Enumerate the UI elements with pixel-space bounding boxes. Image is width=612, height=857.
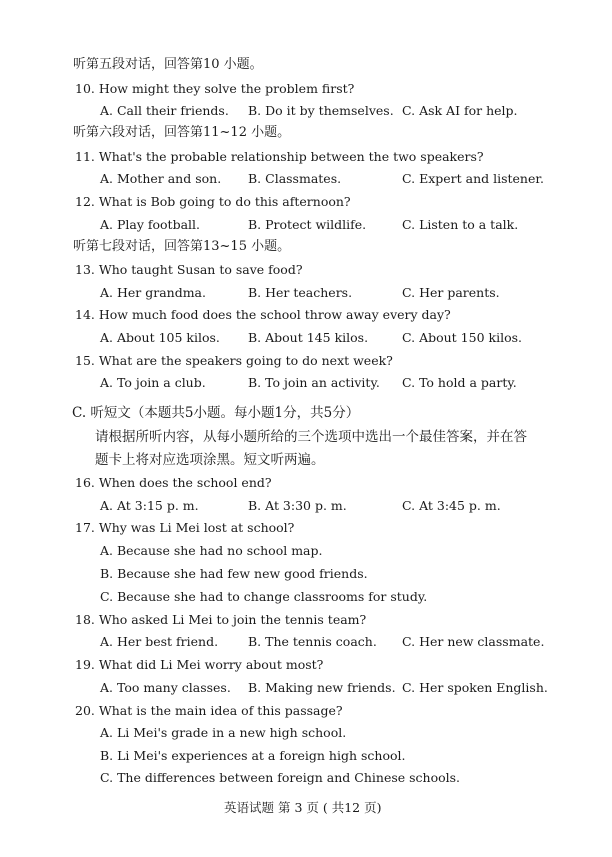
option-18-a: A. Her best friend. — [100, 634, 219, 649]
part-c-instruction-line2: 题卡上将对应选项涂黑。短文听两遍。 — [95, 452, 325, 468]
option-14-b: B. About 145 kilos. — [248, 330, 369, 345]
option-15-c: C. To hold a party. — [402, 375, 517, 390]
option-12-b: B. Protect wildlife. — [248, 217, 367, 232]
question-stem-20: 20. What is the main idea of this passage? — [75, 703, 343, 718]
option-13-b: B. Her teachers. — [248, 285, 353, 300]
question-stem-18: 18. Who asked Li Mei to join the tennis team? — [75, 612, 367, 627]
question-stem-19: 19. What did Li Mei worry about most? — [75, 657, 324, 672]
page-footer: 英语试题 第 3 页 ( 共12 页) — [224, 800, 382, 815]
option-15-a: A. To join a club. — [100, 375, 206, 390]
option-17-a: A. Because she had no school map. — [100, 543, 323, 558]
question-stem-16: 16. When does the school end? — [75, 475, 272, 490]
option-12-a: A. Play football. — [100, 217, 200, 232]
option-11-b: B. Classmates. — [248, 171, 342, 186]
section-heading-part6: 听第六段对话，回答第11~12 小题。 — [73, 125, 291, 140]
section-heading-part5: 听第五段对话，回答第10 小题。 — [73, 57, 263, 72]
option-20-a: A. Li Mei's grade in a new high school. — [100, 725, 347, 740]
question-stem-10: 10. How might they solve the problem first? — [75, 81, 355, 96]
option-10-a: A. Call their friends. — [100, 103, 229, 118]
option-19-a: A. Too many classes. — [100, 680, 231, 695]
part-c-instruction-line1: 请根据所听内容，从每小题所给的三个选项中选出一个最佳答案，并在答 — [95, 429, 527, 445]
option-14-a: A. About 105 kilos. — [100, 330, 220, 345]
option-10-c: C. Ask AI for help. — [402, 103, 518, 118]
option-19-c: C. Her spoken English. — [402, 680, 548, 695]
option-20-c: C. The differences between foreign and Chinese schools. — [100, 770, 461, 785]
option-19-b: B. Making new friends. — [248, 680, 396, 695]
question-stem-14: 14. How much food does the school throw away every day? — [75, 307, 451, 322]
option-15-b: B. To join an activity. — [248, 375, 380, 390]
option-13-a: A. Her grandma. — [100, 285, 206, 300]
question-stem-15: 15. What are the speakers going to do next week? — [75, 353, 393, 368]
option-14-c: C. About 150 kilos. — [402, 330, 522, 345]
question-stem-12: 12. What is Bob going to do this afternoon? — [75, 194, 351, 209]
option-18-c: C. Her new classmate. — [402, 634, 545, 649]
option-17-c: C. Because she had to change classrooms for study. — [100, 589, 428, 604]
option-16-b: B. At 3:30 p. m. — [248, 498, 347, 513]
option-18-b: B. The tennis coach. — [248, 634, 377, 649]
option-17-b: B. Because she had few new good friends. — [100, 566, 368, 581]
option-11-c: C. Expert and listener. — [402, 171, 544, 186]
option-11-a: A. Mother and son. — [100, 171, 222, 186]
section-heading-part-c: C. 听短文（本题共5小题。每小题1分，共5分） — [72, 405, 360, 421]
option-13-c: C. Her parents. — [402, 285, 500, 300]
option-16-a: A. At 3:15 p. m. — [100, 498, 199, 513]
option-12-c: C. Listen to a talk. — [402, 217, 519, 232]
section-heading-part7: 听第七段对话，回答第13~15 小题。 — [73, 239, 291, 254]
question-stem-13: 13. Who taught Susan to save food? — [75, 262, 303, 277]
question-stem-11: 11. What's the probable relationship between the two speakers? — [75, 149, 484, 164]
option-16-c: C. At 3:45 p. m. — [402, 498, 501, 513]
option-20-b: B. Li Mei's experiences at a foreign high school. — [100, 748, 406, 763]
option-10-b: B. Do it by themselves. — [248, 103, 394, 118]
question-stem-17: 17. Why was Li Mei lost at school? — [75, 520, 295, 535]
